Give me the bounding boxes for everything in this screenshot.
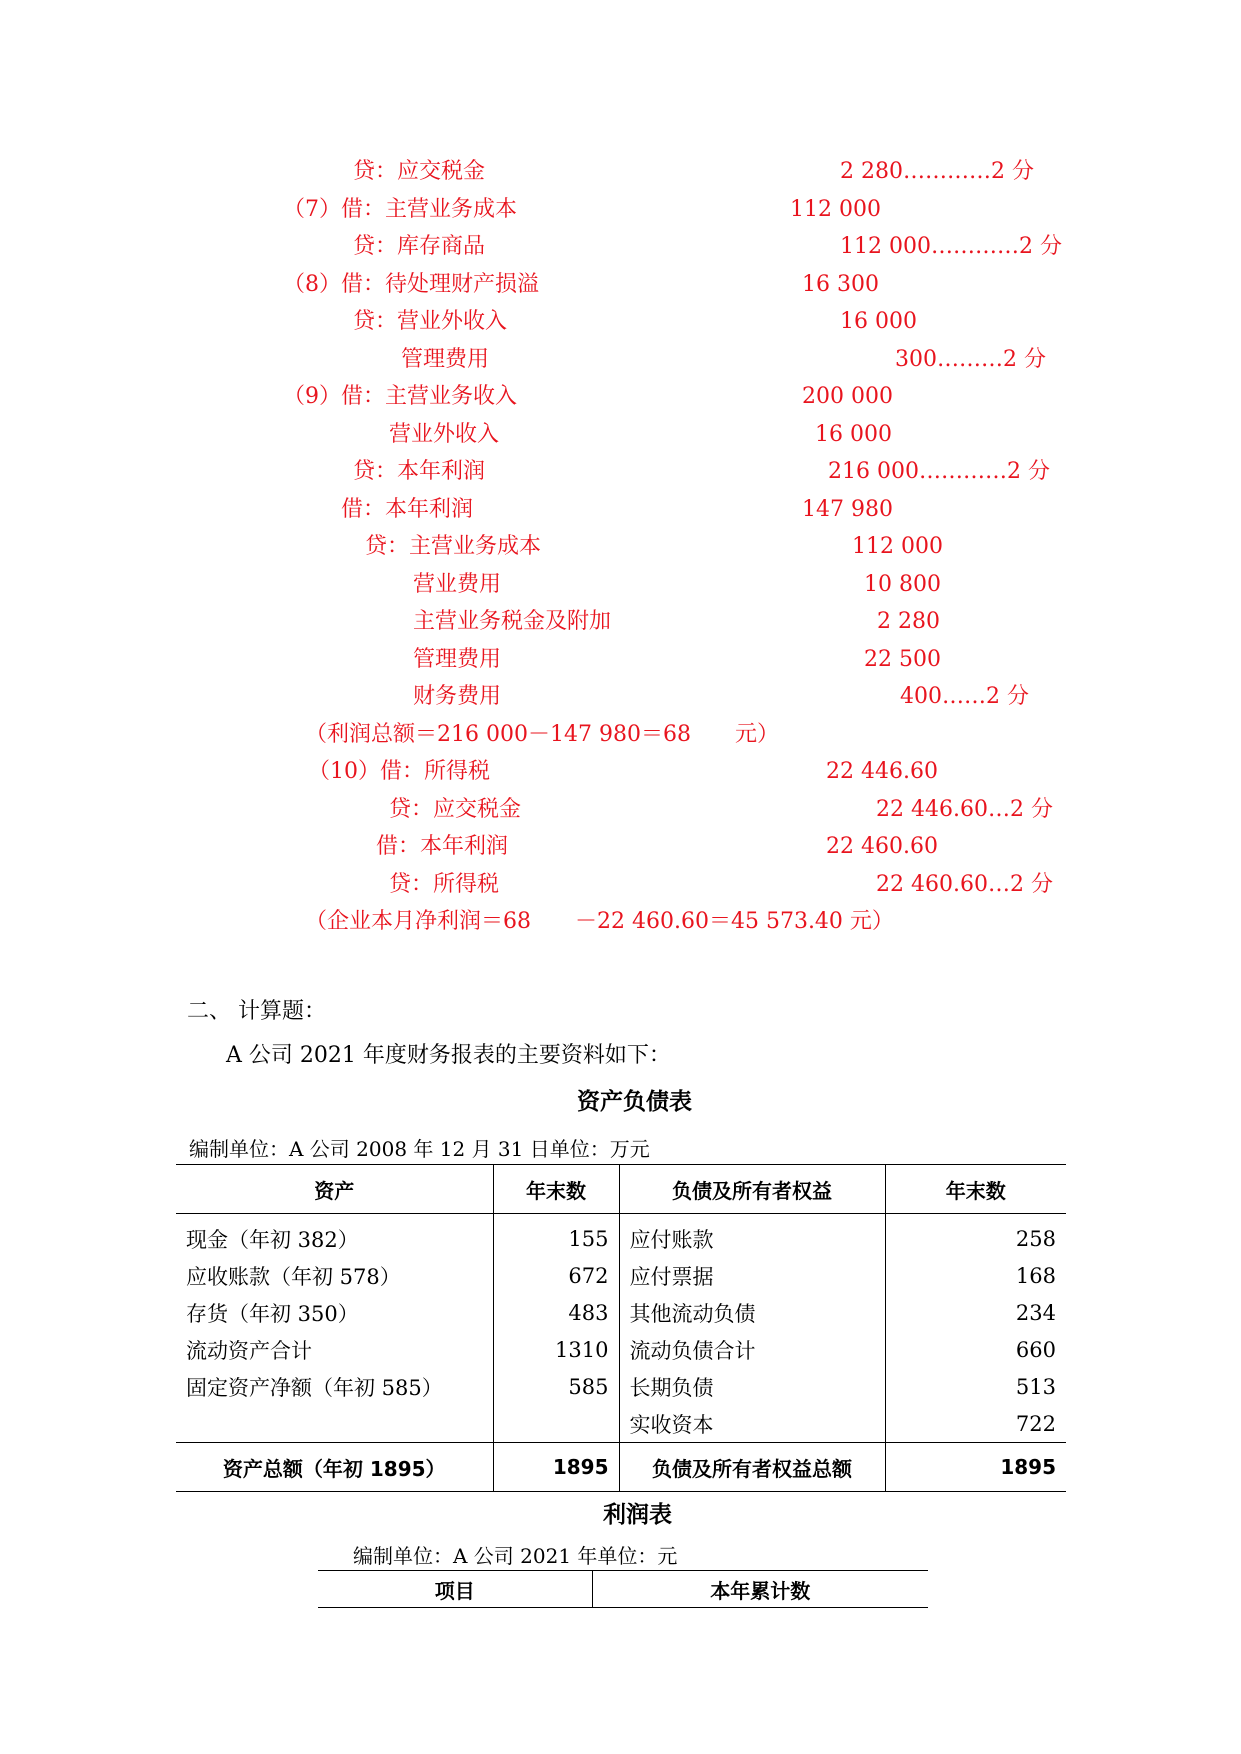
table-row — [176, 1405, 1066, 1443]
net-profit-note: （企业本月净利润＝68 －22 460.60＝45 573.40 元） — [305, 909, 894, 934]
asset-item: 固定资产净额（年初 585） — [186, 1375, 443, 1400]
section-heading: 二、 计算题： — [187, 999, 326, 1024]
entry-amount: 10 800 — [864, 572, 941, 597]
entry-label: 营业外收入 — [389, 422, 500, 447]
entry-amount: 22 500 — [864, 647, 941, 672]
table-row — [176, 1257, 1066, 1294]
income-statement-table — [318, 1570, 928, 1608]
entry-amount: 147 980 — [802, 497, 893, 522]
entry-amount: 400……2 分 — [900, 684, 1029, 709]
table-row — [176, 1294, 1066, 1331]
asset-item: 应收账款（年初 578） — [186, 1264, 401, 1289]
asset-value: 672 — [493, 1257, 619, 1294]
entry-label: 借：本年利润 — [341, 497, 474, 522]
entry-label: 管理费用 — [413, 647, 502, 672]
asset-value — [493, 1405, 619, 1443]
total-assets-label: 资产总额（年初 1895） — [222, 1456, 446, 1481]
liability-value: 258 — [885, 1214, 1066, 1258]
section-intro: A 公司 2021 年度财务报表的主要资料如下： — [226, 1043, 671, 1068]
entry-amount: 16 300 — [802, 272, 879, 297]
profit-note: （利润总额＝216 000－147 980＝68 元） — [305, 722, 779, 747]
asset-item: 存货（年初 350） — [186, 1301, 359, 1326]
header-assets: 资产 — [314, 1178, 355, 1203]
entry-amount: 2 280…………2 分 — [840, 159, 1034, 184]
asset-value: 483 — [493, 1294, 619, 1331]
liability-item: 长期负债 — [619, 1368, 885, 1405]
header-cumulative: 本年累计数 — [592, 1571, 928, 1608]
entry-amount: 16 000 — [840, 309, 917, 334]
table-row — [176, 1331, 1066, 1368]
liability-value: 722 — [885, 1405, 1066, 1443]
liability-item: 应付账款 — [619, 1214, 885, 1258]
entry-amount: 300………2 分 — [895, 347, 1046, 372]
income-statement-unit: 编制单位：A 公司 2021 年单位：元 — [353, 1544, 678, 1568]
asset-value: 155 — [493, 1214, 619, 1258]
entry-amount: 112 000 — [790, 197, 881, 222]
entry-amount: 22 446.60 — [826, 759, 938, 784]
entry-label: 主营业务税金及附加 — [413, 609, 612, 634]
entry-label: 财务费用 — [413, 684, 502, 709]
entry-label: 贷：主营业务成本 — [365, 534, 542, 559]
table-header-row — [176, 1165, 1066, 1214]
header-year-end: 年末数 — [493, 1165, 619, 1214]
table-row — [176, 1368, 1066, 1405]
liability-item: 流动负债合计 — [619, 1331, 885, 1368]
entry-amount: 2 280 — [877, 609, 940, 634]
entry-label: （10）借：所得税 — [308, 759, 490, 784]
liability-item: 实收资本 — [619, 1405, 885, 1443]
asset-item: 流动资产合计 — [186, 1338, 312, 1363]
liability-item: 应付票据 — [619, 1257, 885, 1294]
entry-amount: 22 460.60…2 分 — [876, 872, 1053, 897]
entry-label: （8）借：待处理财产损溢 — [283, 272, 539, 297]
header-year-end: 年末数 — [885, 1165, 1066, 1214]
entry-label: 贷：营业外收入 — [353, 309, 508, 334]
balance-sheet-table — [176, 1164, 1066, 1492]
entry-label: （7）借：主营业务成本 — [283, 197, 517, 222]
liability-value: 513 — [885, 1368, 1066, 1405]
balance-sheet-unit: 编制单位：A 公司 2008 年 12 月 31 日单位：万元 — [189, 1137, 650, 1161]
liability-item: 其他流动负债 — [619, 1294, 885, 1331]
total-row — [176, 1443, 1066, 1492]
table-row — [176, 1214, 1066, 1258]
entry-label: 贷：库存商品 — [353, 234, 486, 259]
entry-label: 贷：应交税金 — [389, 797, 522, 822]
entry-amount: 16 000 — [815, 422, 892, 447]
entry-label: （9）借：主营业务收入 — [283, 384, 517, 409]
income-statement-title: 利润表 — [603, 1501, 672, 1528]
total-liabilities-label: 负债及所有者权益总额 — [619, 1443, 885, 1492]
header-liabilities-equity: 负债及所有者权益 — [619, 1165, 885, 1214]
balance-sheet-title: 资产负债表 — [577, 1088, 692, 1115]
entry-label: 管理费用 — [401, 347, 490, 372]
entry-label: 贷：所得税 — [389, 872, 500, 897]
table-header-row — [318, 1571, 928, 1608]
entry-label: 贷：应交税金 — [353, 159, 486, 184]
total-liabilities-value: 1895 — [885, 1443, 1066, 1492]
liability-value: 168 — [885, 1257, 1066, 1294]
entry-label: 借：本年利润 — [376, 834, 509, 859]
asset-item — [176, 1405, 493, 1443]
asset-value: 585 — [493, 1368, 619, 1405]
liability-value: 660 — [885, 1331, 1066, 1368]
asset-value: 1310 — [493, 1331, 619, 1368]
entry-amount: 112 000 — [852, 534, 943, 559]
entry-amount: 22 446.60…2 分 — [876, 797, 1053, 822]
entry-amount: 112 000…………2 分 — [840, 234, 1062, 259]
total-assets-value: 1895 — [493, 1443, 619, 1492]
entry-amount: 216 000…………2 分 — [828, 459, 1050, 484]
entry-label: 营业费用 — [413, 572, 502, 597]
entry-amount: 22 460.60 — [826, 834, 938, 859]
header-item: 项目 — [318, 1571, 592, 1608]
asset-item: 现金（年初 382） — [186, 1227, 359, 1252]
entry-amount: 200 000 — [802, 384, 893, 409]
entry-label: 贷：本年利润 — [353, 459, 486, 484]
liability-value: 234 — [885, 1294, 1066, 1331]
